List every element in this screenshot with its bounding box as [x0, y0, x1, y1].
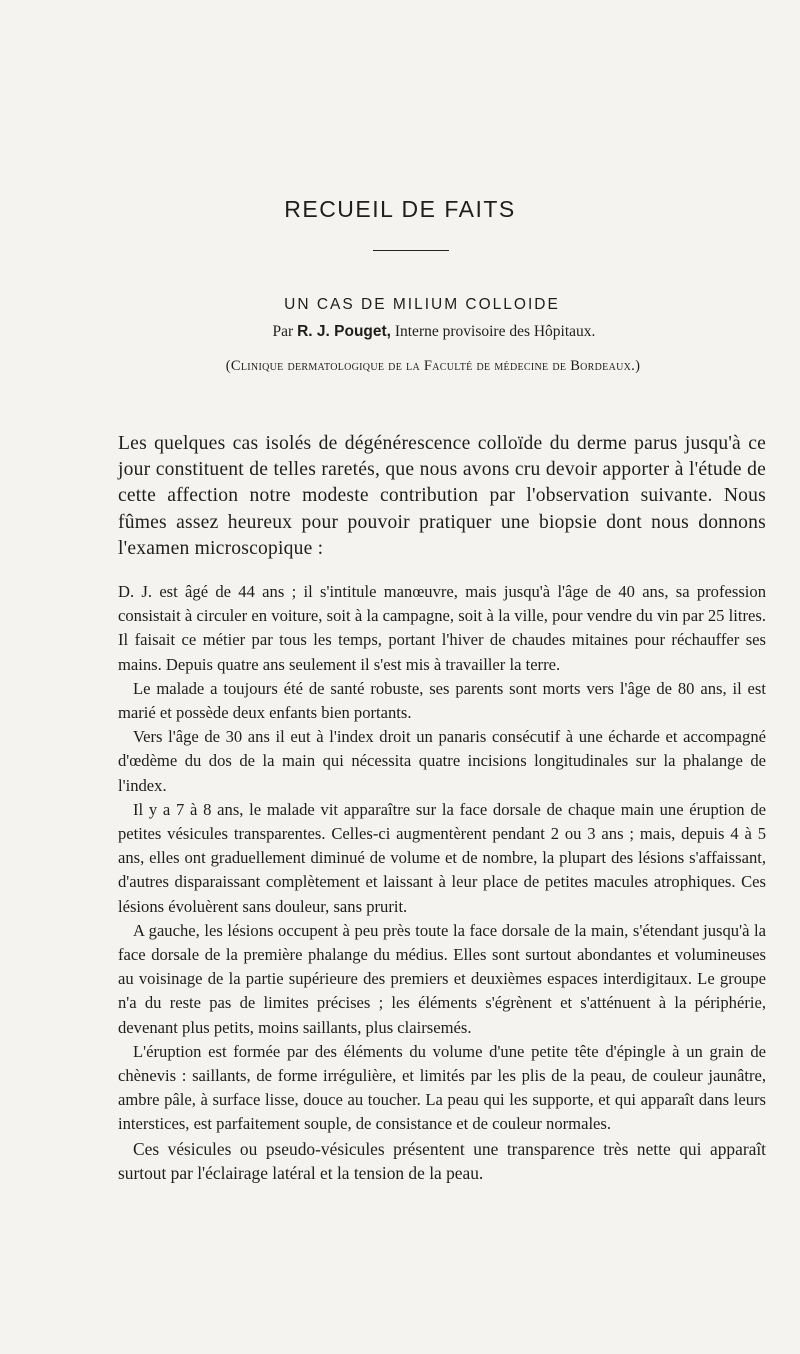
- body-paragraph: Le malade a toujours été de santé robuste, ses parents sont morts vers l'âge de 80 ans, il est marié et possède deux enfants bien portants.: [118, 678, 766, 723]
- body-paragraph: Il y a 7 à 8 ans, le malade vit apparaître sur la face dorsale de chaque main une éruption de petites vésicules transparentes. Celles-ci augmentèrent pendant 2 ou 3 ans ; mais, depuis 4 à 5 ans, elles ont graduellement diminué de volume et de nombre, la plupart des lésions s'affaissant, d'autres disparaissant complètement et laissant à leur place de petites macules atrophiques. Ces lésions évoluèrent sans douleur, sans prurit.: [118, 799, 766, 916]
- body-paragraph: L'éruption est formée par des éléments du volume d'une petite tête d'épingle à un grain de chènevis : saillants, de forme irrégulière, et limités par les plis de la peau, de couleur jaunâtre, ambre pâle, à surface lisse, douce au toucher. La peau qui les supporte, et qui apparaît dans leurs interstices, est parfaitement souple, de consistance et de couleur normales.: [118, 1041, 766, 1134]
- affiliation: (Clinique dermatologique de la Faculté de médecine de Bordeaux.): [225, 358, 641, 374]
- body-paragraph: Ces vésicules ou pseudo-vésicules présentent une transparence très nette qui apparaît surtout par l'éclairage latéral et la tension de la peau.: [118, 1138, 766, 1183]
- byline-prefix: Par: [272, 323, 294, 340]
- byline-author: R. J. Pouget,: [297, 323, 391, 340]
- body-paragraph: D. J. est âgé de 44 ans ; il s'intitule manœuvre, mais jusqu'à l'âge de 40 ans, sa profession consistait à circuler en voiture, soit à la campagne, soit à la ville, pour vendre du vin par 25 litres. Il faisait ce métier par tous les temps, portant l'hiver de chaudes mitaines pour réchauffer ses mains. Depuis quatre ans seulement il s'est mis à travailler la terre.: [118, 582, 766, 674]
- intro-paragraph: Les quelques cas isolés de dégénérescence colloïde du derme parus jusqu'à ce jour constituent de telles raretés, que nous avons cru devoir apporter à l'étude de cette affection notre modeste contribution par l'observation suivante. Nous fûmes assez heureux pour pouvoir pratiquer une biopsie dont nous donnons l'examen microscopique :: [118, 433, 766, 559]
- article-title: UN CAS DE MILIUM COLLOIDE: [284, 296, 560, 313]
- title-divider: [373, 250, 449, 251]
- section-title: RECUEIL DE FAITS: [284, 196, 516, 222]
- case-report-body: [118, 580, 766, 1185]
- byline-role: Interne provisoire des Hôpitaux.: [394, 323, 596, 340]
- body-paragraph: Vers l'âge de 30 ans il eut à l'index droit un panaris consécutif à une écharde et accompagné d'œdème du dos de la main qui nécessita quatre incisions longitudinales sur la phalange de l'index.: [118, 727, 766, 795]
- body-paragraph: A gauche, les lésions occupent à peu près toute la face dorsale de la main, s'étendant jusqu'à la face dorsale de la première phalange du médius. Elles sont surtout abondantes et volumineuses au voisinage de la partie supérieure des premiers et deuxièmes espaces interdigitaux. Le groupe n'a du reste pas de limites précises ; les éléments s'égrènent et s'atténuent à la périphérie, devenant plus petits, moins saillants, plus clairsemés.: [118, 920, 766, 1037]
- byline: [0, 323, 800, 341]
